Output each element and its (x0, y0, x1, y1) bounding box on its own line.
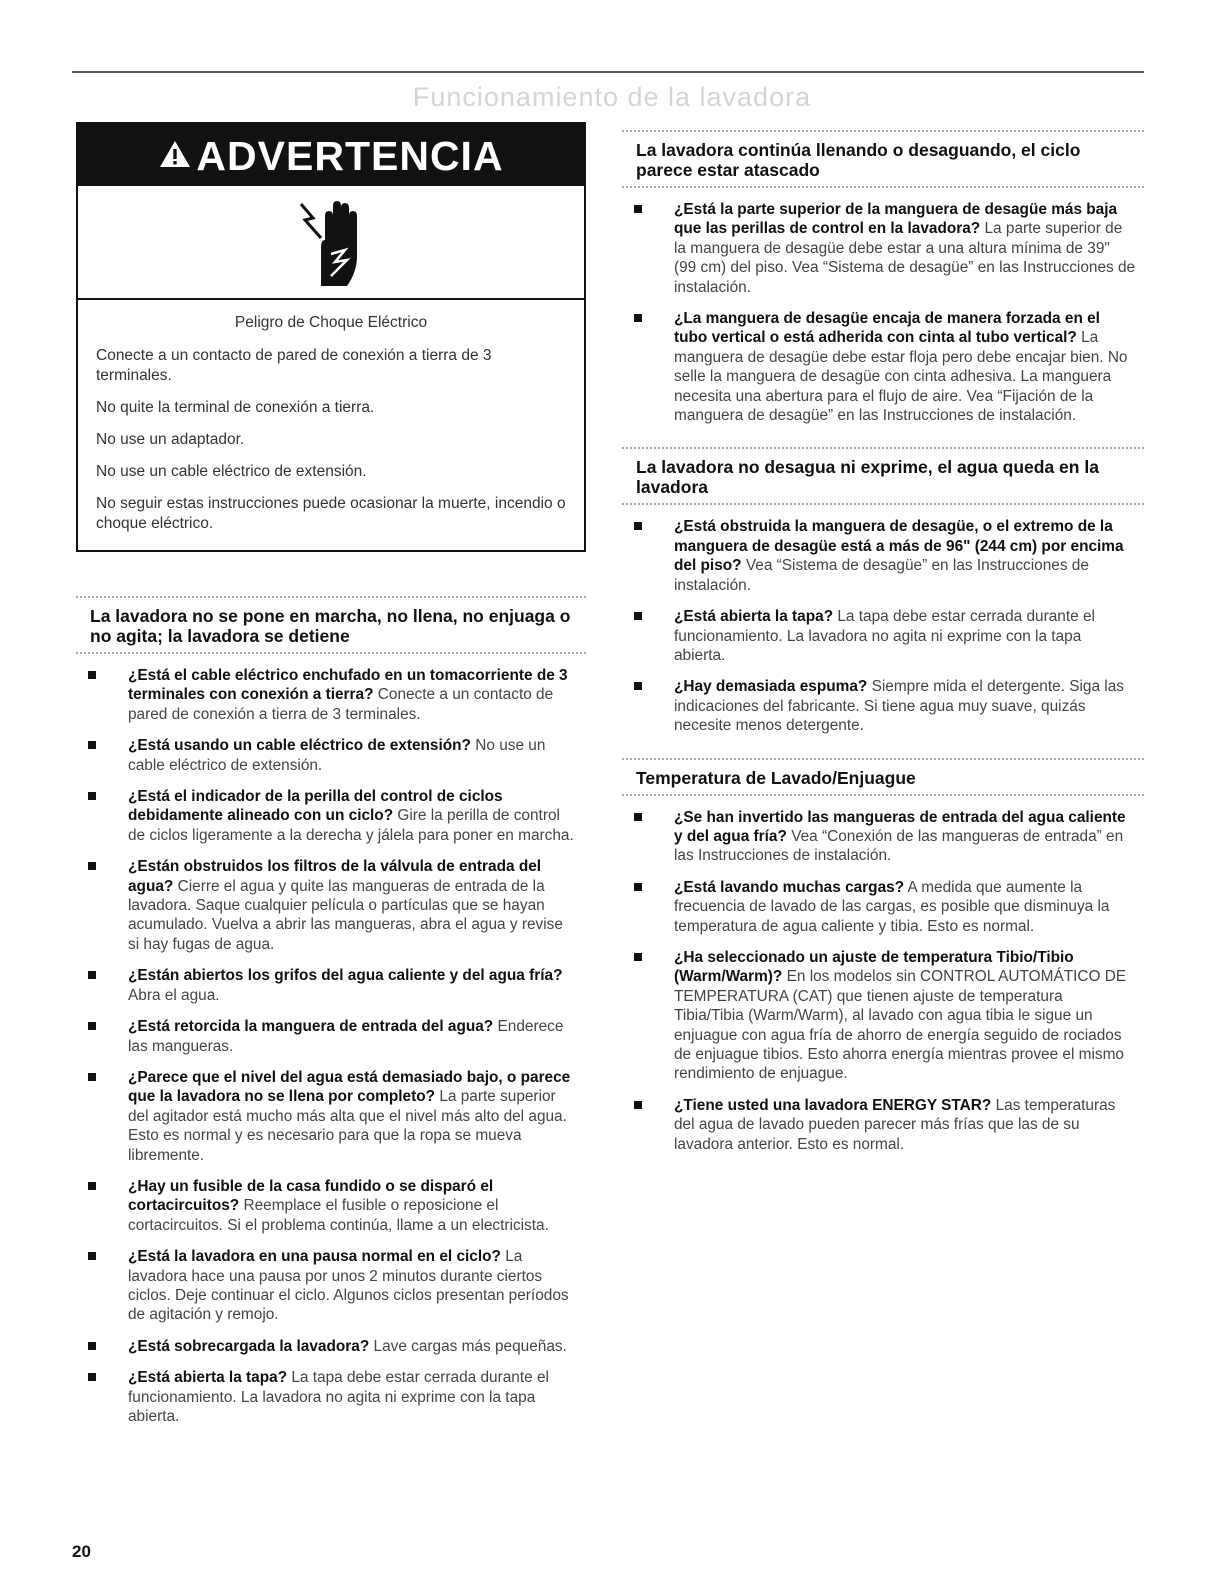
list-item (76, 1017, 586, 1056)
bullet-icon (88, 1373, 96, 1381)
question: ¿Está el cable eléctrico enchufado en un tomacorriente de 3 terminales con conexión a tierra? (128, 667, 568, 704)
answer: Cierre el agua y quite las mangueras de entrada de la lavadora. Saque cualquier película o partículas que se hayan acumulado. Vuelva a abrir las mangueras, abra el agua y revise si hay fugas de agua. (128, 877, 563, 953)
warning-line: No seguir estas instrucciones puede ocasionar la muerte, incendio o choque eléctrico. (96, 495, 566, 532)
bullet-icon (88, 792, 96, 800)
answer: La tapa debe estar cerrada durante el funcionamiento. La lavadora no agita ni exprime con la tapa abierta. (674, 608, 1095, 664)
bullet-icon (88, 1342, 96, 1350)
question: ¿Está la lavadora en una pausa normal en el ciclo? (128, 1248, 501, 1266)
list-item (76, 666, 586, 724)
page-number: 20 (72, 1542, 91, 1561)
bullet-icon (634, 682, 642, 690)
bullet-icon (634, 813, 642, 821)
section-heading: La lavadora no se pone en marcha, no llena, no enjuaga o no agita; la lavadora se detiene (90, 606, 571, 646)
question: ¿Está lavando muchas cargas? (674, 878, 905, 896)
question: ¿Está abierta la tapa? (128, 1369, 288, 1387)
warning-line: No quite la terminal de conexión a tierra. (96, 399, 375, 416)
list-item (622, 607, 1144, 665)
list-item (622, 309, 1144, 425)
question: ¿Están obstruidos los filtros de la válvula de entrada del agua? (128, 858, 542, 895)
list-item (76, 966, 586, 1005)
answer: La manguera de desagüe debe estar floja pero debe encajar bien. No selle la manguera de desagüe con cinta adhesiva. La manguera necesita una abertura para el flujo de aire. Vea “Fijación de la manguera de desagüe” en las Instrucciones de instalación. (674, 329, 1128, 425)
answer: La lavadora hace una pausa por unos 2 minutos durante ciertos ciclos. Deje continuar el ciclo. Algunos ciclos presentan períodos de agitación y remojo. (128, 1248, 569, 1324)
section-rule (622, 186, 1144, 188)
question: ¿La manguera de desagüe encaja de manera forzada en el tubo vertical o está adherida con cinta al tubo vertical? (674, 310, 1100, 347)
bullet-icon (634, 883, 642, 891)
bullet-icon (88, 741, 96, 749)
right-column (622, 122, 1144, 1166)
warning-line: No use un cable eléctrico de extensión. (96, 463, 367, 480)
section-heading: La lavadora no desagua ni exprime, el agua queda en la lavadora (636, 457, 1099, 498)
list-item (76, 1368, 586, 1426)
bullet-icon (88, 971, 96, 979)
bullet-icon (88, 1073, 96, 1081)
warning-body (78, 300, 584, 550)
left-column (76, 122, 586, 1438)
warning-header (78, 124, 584, 186)
warning-icon-area (78, 186, 584, 300)
troubleshoot-list (622, 200, 1144, 425)
section-rule (622, 503, 1144, 505)
question: ¿Hay un fusible de la casa fundido o se disparó el cortacircuitos? (128, 1177, 494, 1215)
list-item (622, 1096, 1144, 1154)
question: ¿Está la parte superior de la manguera de desagüe más baja que las perillas de control en la lavadora? (674, 201, 1118, 238)
list-item (622, 948, 1144, 1084)
list-item (622, 878, 1144, 936)
bullet-icon (634, 1101, 642, 1109)
list-item (76, 787, 586, 845)
answer: Abra el agua. (128, 986, 220, 1004)
list-item (622, 808, 1144, 866)
answer: Gire la perilla de control de ciclos ligeramente a la derecha y jálela para poner en marcha. (128, 807, 574, 844)
warning-line: Conecte a un contacto de pared de conexión a tierra de 3 terminales. (96, 347, 492, 384)
answer: Lave cargas más pequeñas. (373, 1337, 567, 1355)
section-rule (622, 794, 1144, 796)
list-item (76, 1337, 586, 1356)
bullet-icon (634, 205, 642, 213)
answer: Vea “Sistema de desagüe” en las Instrucciones de instalación. (674, 557, 1089, 594)
answer: No use un cable eléctrico de extensión. (128, 737, 546, 774)
answer: Conecte a un contacto de pared de conexión a tierra de 3 terminales. (128, 686, 554, 723)
list-item (622, 200, 1144, 297)
list-item (76, 1068, 586, 1165)
question: ¿Está el indicador de la perilla del control de ciclos debidamente alineado con un ciclo? (128, 788, 503, 825)
question: ¿Parece que el nivel del agua está demasiado bajo, o parece que la lavadora no se llena por completo? (128, 1068, 571, 1106)
bullet-icon (634, 522, 642, 530)
section-heading: La lavadora continúa llenando o desaguando, el ciclo parece estar atascado (636, 140, 1081, 180)
bullet-icon (88, 1252, 96, 1260)
answer: La parte superior de la manguera de desagüe debe estar a una altura mínima de 39" (99 cm) del piso. Vea “Sistema de desagüe” en las Instrucciones de instalación. (674, 220, 1136, 296)
answer: Las temperaturas del agua de lavado pueden parecer más frías que las de su lavadora anterior. Esto es normal. (674, 1096, 1116, 1153)
question: ¿Se han invertido las mangueras de entrada del agua caliente y del agua fría? (674, 808, 1126, 845)
bullet-icon (634, 953, 642, 961)
answer: En los modelos sin CONTROL AUTOMÁTICO DE TEMPERATURA (CAT) que tienen ajuste de temperatura Tibia/Tibia (Warm/Warm), al lavado con agua tibia le sigue un enjuague con agua fría de ahorro de energía seguido de rociados de enjuague tibios. Esto ahorra energía mientras provee el mismo rendimiento de enjuague. (674, 968, 1127, 1083)
list-item (76, 736, 586, 775)
answer: Siempre mida el detergente. Siga las indicaciones del fabricante. Si tiene agua muy suave, quizás necesite menos detergente. (674, 678, 1124, 735)
danger-label: Peligro de Choque Eléctrico (234, 314, 428, 331)
answer: La tapa debe estar cerrada durante el funcionamiento. La lavadora no agita ni exprime con la tapa abierta. (128, 1369, 549, 1425)
question: ¿Tiene usted una lavadora ENERGY STAR? (674, 1096, 992, 1114)
top-rule (72, 71, 1144, 73)
warning-title: ADVERTENCIA (196, 133, 504, 179)
page-title: Funcionamiento de la lavadora (412, 82, 812, 112)
question: ¿Están abiertos los grifos del agua caliente y del agua fría? (128, 967, 563, 985)
bullet-icon (634, 612, 642, 620)
warning-line: No use un adaptador. (96, 431, 245, 448)
question: ¿Hay demasiada espuma? (674, 678, 868, 696)
question: ¿Ha seleccionado un ajuste de temperatura Tibio/Tibio (Warm/Warm)? (674, 948, 1074, 986)
section-heading: Temperatura de Lavado/Enjuague (636, 767, 916, 788)
warning-triangle-icon (158, 123, 192, 187)
question: ¿Está retorcida la manguera de entrada del agua? (128, 1018, 494, 1036)
electric-shock-hand-icon (291, 196, 371, 288)
question: ¿Está abierta la tapa? (674, 608, 834, 626)
answer: La parte superior del agitador está mucho más alta que el nivel más alto del agua. Esto es normal y es necesario para que la ropa se mueva libremente. (128, 1088, 567, 1164)
question: ¿Está obstruida la manguera de desagüe, o el extremo de la manguera de desagüe está a más de 96" (244 cm) por encima del piso? (674, 518, 1124, 575)
answer: Vea “Conexión de las mangueras de entrada” en las Instrucciones de instalación. (674, 827, 1124, 865)
answer: Enderece las mangueras. (128, 1018, 564, 1055)
question: ¿Está sobrecargada la lavadora? (128, 1337, 370, 1355)
list-item (622, 677, 1144, 735)
troubleshoot-list (622, 808, 1144, 1155)
list-item (76, 1177, 586, 1235)
warning-box (76, 122, 586, 552)
bullet-icon (88, 1022, 96, 1030)
list-item (622, 517, 1144, 595)
bullet-icon (88, 1182, 96, 1190)
question: ¿Está usando un cable eléctrico de extensión? (128, 737, 471, 755)
troubleshoot-list (76, 666, 586, 1426)
bullet-icon (634, 314, 642, 322)
bullet-icon (88, 671, 96, 679)
answer: A medida que aumente la frecuencia de lavado de las cargas, es posible que disminuya la temperatura de agua caliente y tibia. Esto es normal. (674, 878, 1110, 935)
list-item (76, 1247, 586, 1325)
answer: Reemplace el fusible o reposicione el cortacircuitos. Si el problema continúa, llame a un electricista. (128, 1197, 549, 1234)
troubleshoot-list (622, 517, 1144, 735)
list-item (76, 857, 586, 954)
bullet-icon (88, 862, 96, 870)
section-rule (76, 652, 586, 654)
